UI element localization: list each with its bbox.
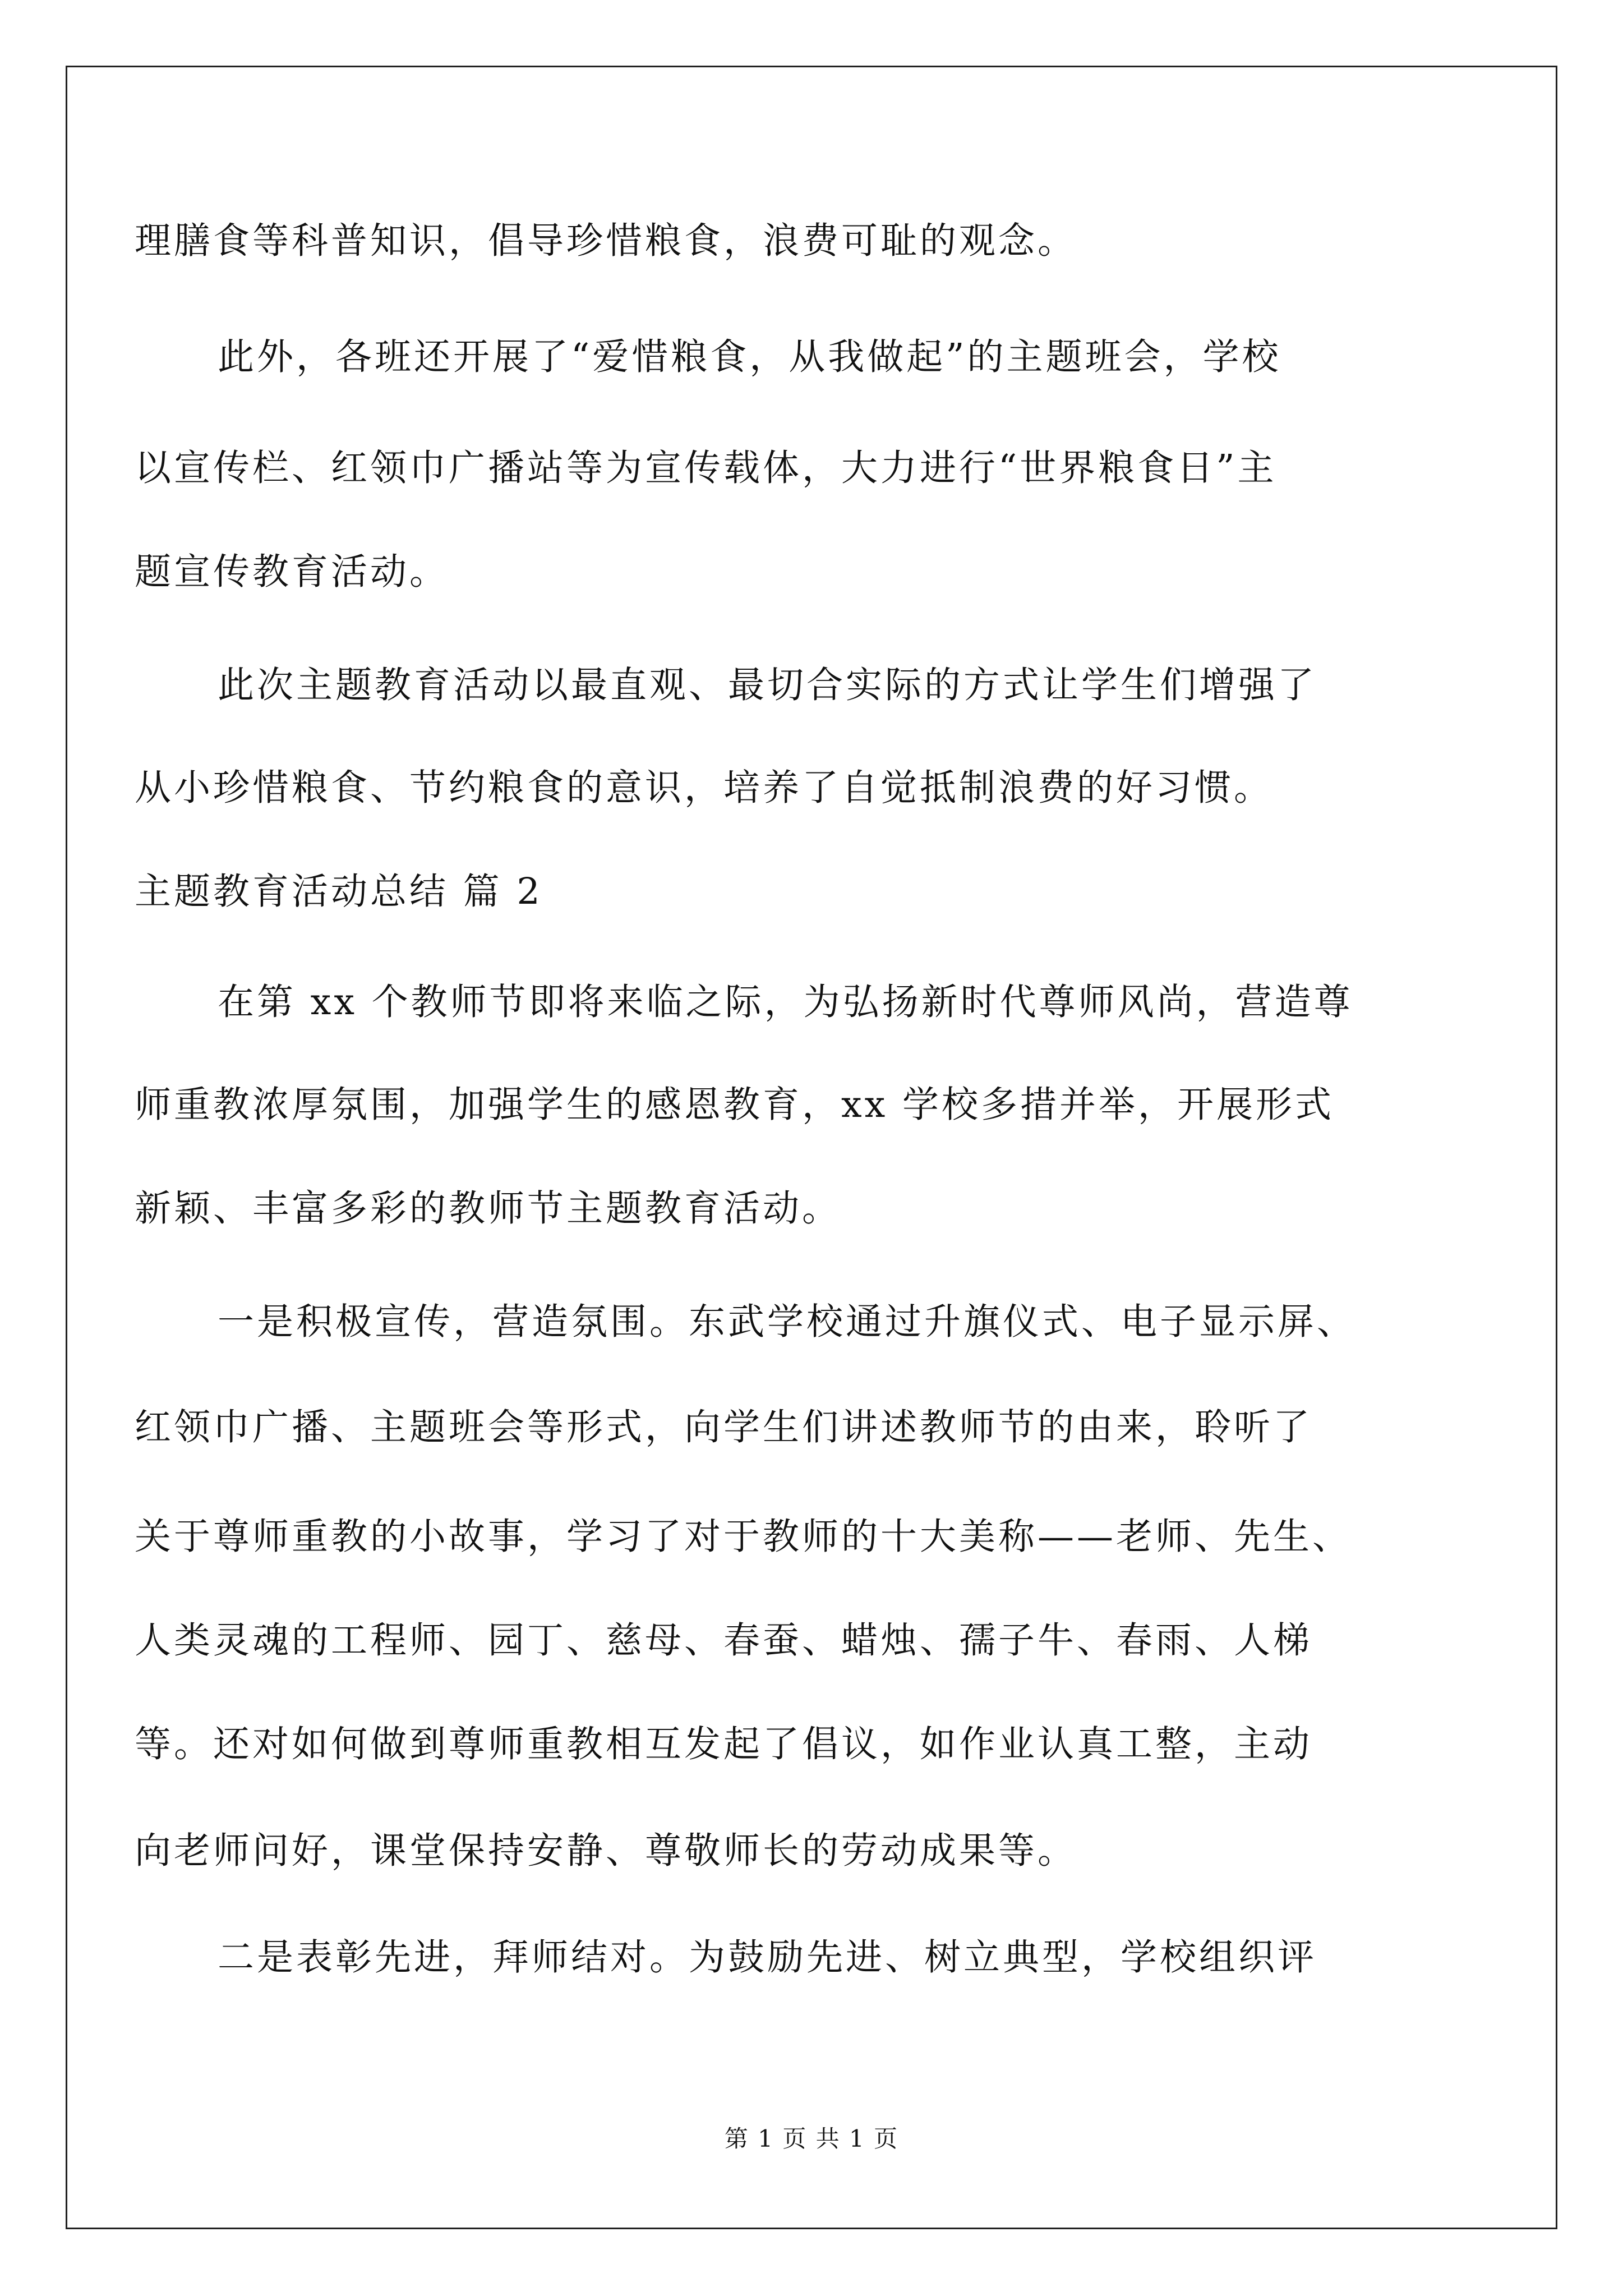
text-line: 理膳食等科普知识，倡导珍惜粮食，浪费可耻的观念。: [135, 220, 1077, 262]
text-line: 以宣传栏、红领巾广播站等为宣传载体，大力进行“世界粮食日”主: [135, 447, 1277, 489]
text-line: 向老师问好，课堂保持安静、尊敬师长的劳动成果等。: [135, 1830, 1077, 1872]
text-line: 红领巾广播、主题班会等形式，向学生们讲述教师节的由来，聆听了: [135, 1406, 1313, 1448]
text-line: 一是积极宣传，营造氛围。东武学校通过升旗仪式、电子显示屏、: [218, 1301, 1357, 1343]
text-line: 新颖、丰富多彩的教师节主题教育活动。: [135, 1188, 842, 1230]
text-line: 此外，各班还开展了“爱惜粮食，从我做起”的主题班会，学校: [218, 336, 1281, 378]
text-line: 题宣传教育活动。: [135, 551, 449, 593]
text-line: 从小珍惜粮食、节约粮食的意识，培养了自觉抵制浪费的好习惯。: [135, 767, 1274, 809]
section-heading: 主题教育活动总结 篇 2: [135, 871, 543, 913]
text-line: 关于尊师重教的小故事，学习了对于教师的十大美称——老师、先生、: [135, 1516, 1352, 1558]
text-line: 此次主题教育活动以最直观、最切合实际的方式让学生们增强了: [218, 664, 1317, 706]
page-number: 第 1 页 共 1 页: [724, 2125, 899, 2152]
page-border: [66, 66, 1557, 2229]
text-line: 等。还对如何做到尊师重教相互发起了倡议，如作业认真工整，主动: [135, 1723, 1313, 1765]
text-line: 二是表彰先进，拜师结对。为鼓励先进、树立典型，学校组织评: [218, 1936, 1317, 1978]
text-line: 人类灵魂的工程师、园丁、慈母、春蚕、蜡烛、孺子牛、春雨、人梯: [135, 1619, 1313, 1662]
text-line: 在第 xx 个教师节即将来临之际，为弘扬新时代尊师风尚，营造尊: [218, 981, 1353, 1023]
text-line: 师重教浓厚氛围，加强学生的感恩教育，xx 学校多措并举，开展形式: [135, 1084, 1334, 1126]
